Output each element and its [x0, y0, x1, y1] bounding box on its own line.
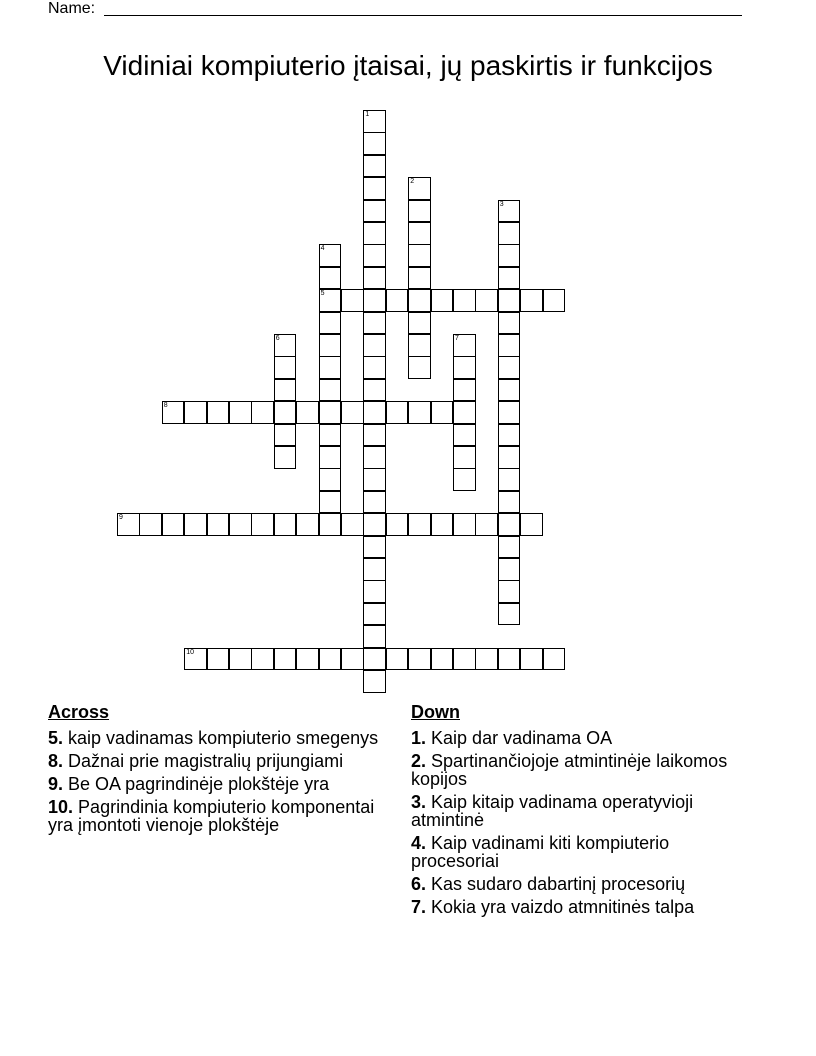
crossword-cell[interactable] — [498, 513, 521, 536]
clue-number: 5. — [48, 728, 64, 748]
crossword-cell[interactable] — [274, 424, 297, 447]
crossword-cell[interactable] — [498, 468, 521, 491]
clue-text: Pagrindinia kompiuterio komponentai yra įmontoti vienoje plokštėje — [48, 797, 375, 835]
crossword-cell[interactable] — [363, 334, 386, 357]
crossword-cell[interactable] — [229, 648, 252, 671]
crossword-cell[interactable] — [363, 648, 386, 671]
crossword-cell[interactable] — [229, 401, 252, 424]
crossword-cell[interactable] — [498, 603, 521, 626]
crossword-cell[interactable] — [453, 356, 476, 379]
crossword-cell[interactable] — [363, 155, 386, 178]
crossword-cell[interactable] — [408, 267, 431, 290]
crossword-cell[interactable] — [408, 401, 431, 424]
crossword-cell[interactable] — [274, 379, 297, 402]
crossword-cell[interactable] — [207, 648, 230, 671]
crossword-cell[interactable] — [184, 648, 207, 671]
crossword-cell[interactable] — [274, 513, 297, 536]
crossword-cell[interactable] — [386, 289, 409, 312]
crossword-cell[interactable] — [341, 401, 364, 424]
crossword-cell[interactable] — [498, 648, 521, 671]
crossword-cell[interactable] — [184, 401, 207, 424]
clue-number: 10. — [48, 797, 74, 817]
crossword-cell[interactable] — [274, 648, 297, 671]
across-clue — [48, 798, 388, 834]
down-clue — [411, 729, 756, 747]
crossword-cell[interactable] — [431, 513, 454, 536]
crossword-cell[interactable] — [408, 334, 431, 357]
crossword-cell[interactable] — [520, 289, 543, 312]
crossword-cell[interactable] — [162, 401, 185, 424]
clue-text: Kaip vadinami kiti kompiuterio procesoriai — [411, 833, 670, 871]
clue-text: Kaip dar vadinama OA — [431, 728, 613, 748]
crossword-cell[interactable] — [319, 379, 342, 402]
crossword-cell[interactable] — [363, 356, 386, 379]
crossword-cell[interactable] — [520, 648, 543, 671]
crossword-cell[interactable] — [296, 513, 319, 536]
clue-text: Kaip kitaip vadinama operatyvioji atmintinė — [411, 792, 694, 830]
crossword-cell[interactable] — [363, 267, 386, 290]
cell-number: 10 — [186, 648, 194, 656]
cell-number: 1 — [365, 111, 370, 118]
crossword-cell[interactable] — [498, 356, 521, 379]
crossword-cell[interactable] — [498, 446, 521, 469]
down-clue — [411, 793, 756, 829]
name-label: Name: — [48, 0, 96, 17]
clue-number: 2. — [411, 751, 427, 771]
cell-number: 2 — [410, 178, 415, 186]
cell-number: 9 — [119, 514, 123, 522]
crossword-cell[interactable] — [319, 356, 342, 379]
crossword-cell[interactable] — [251, 648, 274, 671]
crossword-cell[interactable] — [207, 513, 230, 536]
crossword-cell[interactable] — [117, 513, 140, 536]
crossword-cell[interactable] — [453, 424, 476, 447]
crossword-cell[interactable] — [386, 401, 409, 424]
crossword-cell[interactable] — [408, 200, 431, 223]
crossword-cell[interactable] — [453, 379, 476, 402]
crossword-cell[interactable] — [139, 513, 162, 536]
crossword-cell[interactable] — [363, 312, 386, 335]
crossword-cell[interactable] — [207, 401, 230, 424]
crossword-cell[interactable] — [363, 491, 386, 514]
crossword-cell[interactable] — [498, 200, 521, 223]
crossword-cell[interactable] — [184, 513, 207, 536]
crossword-cell[interactable] — [363, 446, 386, 469]
crossword-cell[interactable] — [475, 648, 498, 671]
crossword-cell[interactable] — [453, 468, 476, 491]
crossword-cell[interactable] — [386, 648, 409, 671]
crossword-cell[interactable] — [408, 244, 431, 267]
crossword-cell[interactable] — [408, 177, 431, 200]
crossword-cell[interactable] — [453, 513, 476, 536]
crossword-cell[interactable] — [363, 110, 386, 133]
cell-number: 7 — [455, 335, 459, 342]
crossword-cell[interactable] — [319, 491, 342, 514]
crossword-cell[interactable] — [229, 513, 252, 536]
crossword-cell[interactable] — [319, 468, 342, 491]
crossword-cell[interactable] — [408, 289, 431, 312]
cell-number: 8 — [163, 402, 168, 410]
crossword-cell[interactable] — [363, 379, 386, 402]
crossword-cell[interactable] — [431, 289, 454, 312]
crossword-cell[interactable] — [431, 401, 454, 424]
cell-number: 3 — [499, 200, 504, 208]
clue-text: Spartinančiojoje atmintinėje laikomos kopijos — [411, 751, 728, 789]
crossword-cell[interactable] — [498, 289, 521, 312]
crossword-cell[interactable] — [363, 289, 386, 312]
crossword-cell[interactable] — [341, 513, 364, 536]
down-heading: Down — [411, 702, 460, 722]
crossword-cell[interactable] — [475, 513, 498, 536]
clue-number: 7. — [411, 897, 427, 917]
crossword-cell[interactable] — [408, 356, 431, 379]
crossword-cell[interactable] — [363, 177, 386, 200]
crossword-cell[interactable] — [408, 222, 431, 245]
crossword-cell[interactable] — [319, 648, 342, 671]
crossword-cell[interactable] — [363, 603, 386, 626]
crossword-cell[interactable] — [363, 625, 386, 648]
clue-text: Dažnai prie magistralių prijungiami — [68, 751, 344, 771]
crossword-cell[interactable] — [274, 401, 297, 424]
crossword-cell[interactable] — [341, 289, 364, 312]
crossword-cell[interactable] — [498, 424, 521, 447]
across-heading: Across — [48, 702, 110, 722]
crossword-cell[interactable] — [319, 446, 342, 469]
crossword-cell[interactable] — [543, 648, 566, 671]
crossword-cell[interactable] — [498, 222, 521, 245]
clue-text: kaip vadinamas kompiuterio smegenys — [68, 728, 379, 748]
crossword-cell[interactable] — [408, 513, 431, 536]
across-clue — [48, 729, 388, 747]
crossword-cell[interactable] — [274, 356, 297, 379]
crossword-cell[interactable] — [363, 222, 386, 245]
clue-number: 8. — [48, 751, 64, 771]
crossword-cell[interactable] — [498, 244, 521, 267]
crossword-cell[interactable] — [498, 536, 521, 559]
crossword-cell[interactable] — [453, 446, 476, 469]
cell-number: 6 — [275, 335, 280, 342]
crossword-cell[interactable] — [296, 648, 319, 671]
crossword-cell[interactable] — [498, 267, 521, 290]
crossword-cell[interactable] — [453, 289, 476, 312]
down-clues — [411, 702, 756, 921]
across-clue — [48, 775, 388, 793]
crossword-cell[interactable] — [274, 446, 297, 469]
down-clue — [411, 752, 756, 788]
crossword-cell[interactable] — [498, 312, 521, 335]
crossword-cell[interactable] — [296, 401, 319, 424]
crossword-cell[interactable] — [363, 244, 386, 267]
crossword-cell[interactable] — [363, 670, 386, 693]
crossword-cell[interactable] — [453, 401, 476, 424]
crossword-cell[interactable] — [319, 401, 342, 424]
crossword-cell[interactable] — [363, 536, 386, 559]
crossword-cell[interactable] — [319, 289, 342, 312]
clue-number: 1. — [411, 728, 427, 748]
crossword-cell[interactable] — [498, 379, 521, 402]
clue-number: 4. — [411, 833, 427, 853]
clue-text: Be OA pagrindinėje plokštėje yra — [68, 774, 330, 794]
across-clues — [48, 702, 388, 839]
clue-number: 9. — [48, 774, 64, 794]
crossword-cell[interactable] — [319, 424, 342, 447]
crossword-cell[interactable] — [520, 513, 543, 536]
crossword-cell[interactable] — [363, 401, 386, 424]
crossword-cell[interactable] — [363, 468, 386, 491]
crossword-cell[interactable] — [319, 244, 342, 267]
crossword-cell[interactable] — [251, 401, 274, 424]
crossword-cell[interactable] — [319, 267, 342, 290]
crossword-cell[interactable] — [431, 648, 454, 671]
clue-number: 6. — [411, 874, 427, 894]
crossword-cell[interactable] — [498, 334, 521, 357]
crossword-cell[interactable] — [363, 200, 386, 223]
crossword-cell[interactable] — [319, 513, 342, 536]
crossword-cell[interactable] — [363, 580, 386, 603]
clue-text: Kokia yra vaizdo atmnitinės talpa — [431, 897, 695, 917]
crossword-cell[interactable] — [498, 401, 521, 424]
crossword-cell[interactable] — [543, 289, 566, 312]
cell-number: 4 — [320, 245, 325, 253]
clue-number: 3. — [411, 792, 427, 812]
crossword-cell[interactable] — [363, 558, 386, 581]
crossword-cell[interactable] — [498, 580, 521, 603]
crossword-cell[interactable] — [386, 513, 409, 536]
crossword-cell[interactable] — [498, 558, 521, 581]
across-clue — [48, 752, 388, 770]
crossword-cell[interactable] — [162, 513, 185, 536]
crossword-cell[interactable] — [453, 648, 476, 671]
crossword-cell[interactable] — [319, 312, 342, 335]
clue-text: Kas sudaro dabartinį procesorių — [431, 874, 686, 894]
crossword-cell[interactable] — [363, 513, 386, 536]
crossword-cell[interactable] — [408, 312, 431, 335]
crossword-cell[interactable] — [408, 648, 431, 671]
crossword-cell[interactable] — [319, 334, 342, 357]
down-clue — [411, 875, 756, 893]
crossword-cell[interactable] — [341, 648, 364, 671]
crossword-cell[interactable] — [363, 424, 386, 447]
crossword-cell[interactable] — [475, 289, 498, 312]
page-title: Vidiniai kompiuterio įtaisai, jų paskirtis ir funkcijos — [103, 50, 713, 81]
crossword-cell[interactable] — [274, 334, 297, 357]
crossword-cell[interactable] — [498, 491, 521, 514]
crossword-cell[interactable] — [453, 334, 476, 357]
down-clue — [411, 834, 756, 870]
crossword-cell[interactable] — [363, 132, 386, 155]
cell-number: 5 — [320, 290, 325, 298]
down-clue — [411, 898, 756, 916]
crossword-cell[interactable] — [251, 513, 274, 536]
